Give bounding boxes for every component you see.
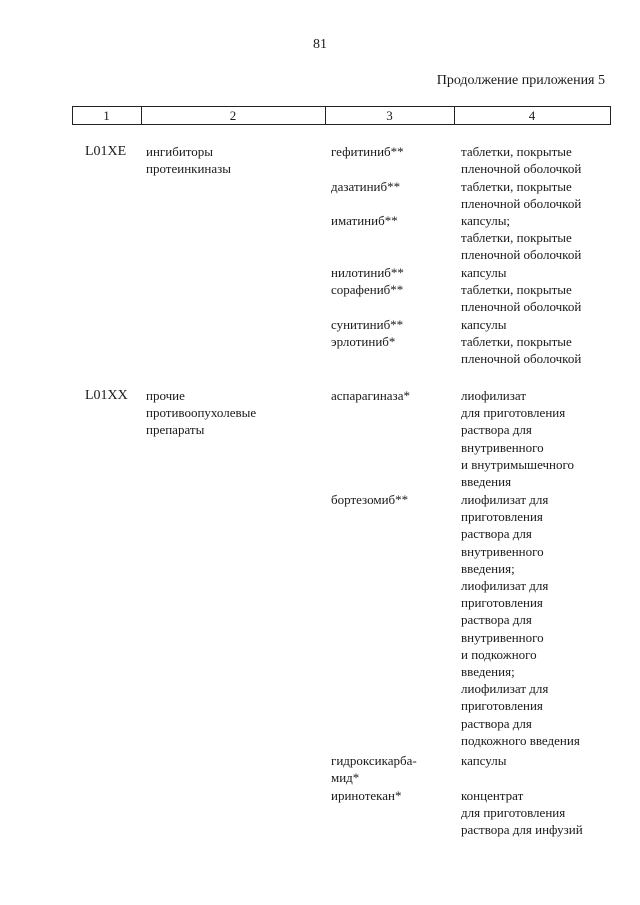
column-number: 4 <box>528 108 536 123</box>
page-number: 81 <box>313 37 327 52</box>
drug-name: иринотекан* <box>331 788 402 803</box>
column-divider <box>610 106 611 125</box>
dosage-form: лиофилизат для приготовления раствора для внутривенного введения; лиофилизат для приготовления раствора для внутривенного и подкожного введения; лиофилизат для приготовления раствора для подкожного введения <box>461 492 580 748</box>
atc-code: L01XX <box>85 388 128 403</box>
drug-name: бортезомиб** <box>331 492 409 507</box>
dosage-form: таблетки, покрытые пленочной оболочкой <box>461 282 582 315</box>
drug-name: аспарагиназа* <box>331 388 410 403</box>
column-number: 3 <box>386 108 393 123</box>
column-number: 1 <box>103 108 110 123</box>
dosage-form: капсулы; таблетки, покрытые пленочной оболочкой <box>461 213 582 263</box>
dosage-form: таблетки, покрытые пленочной оболочкой <box>461 144 582 177</box>
dosage-form: таблетки, покрытые пленочной оболочкой <box>461 179 582 212</box>
dosage-form: лиофилизат для приготовления раствора для внутривенного и внутримышечного введения <box>461 388 575 490</box>
drug-name: эрлотиниб* <box>331 334 396 349</box>
pharmacological-group: ингибиторы протеинкиназы <box>146 144 232 177</box>
dosage-form: таблетки, покрытые пленочной оболочкой <box>461 334 582 367</box>
header-bottom-rule <box>72 124 610 125</box>
drug-name: сунитиниб** <box>331 317 404 332</box>
drug-name: гефитиниб** <box>331 144 404 159</box>
drug-name: сорафениб** <box>331 282 404 297</box>
drug-name: дазатиниб** <box>331 179 401 194</box>
drug-name: нилотиниб** <box>331 265 404 280</box>
dosage-form: капсулы <box>461 753 507 768</box>
dosage-form: капсулы <box>461 317 507 332</box>
dosage-form: концентрат для приготовления раствора для инфузий <box>461 788 583 838</box>
drug-name: иматиниб** <box>331 213 398 228</box>
appendix-continuation-note: Продолжение приложения 5 <box>436 73 605 88</box>
dosage-form: капсулы <box>461 265 507 280</box>
column-number: 2 <box>229 108 237 123</box>
atc-code: L01XE <box>85 144 127 159</box>
drug-name: гидроксикарба- мид* <box>331 753 417 786</box>
pharmacological-group: прочие противоопухолевые препараты <box>146 388 257 438</box>
